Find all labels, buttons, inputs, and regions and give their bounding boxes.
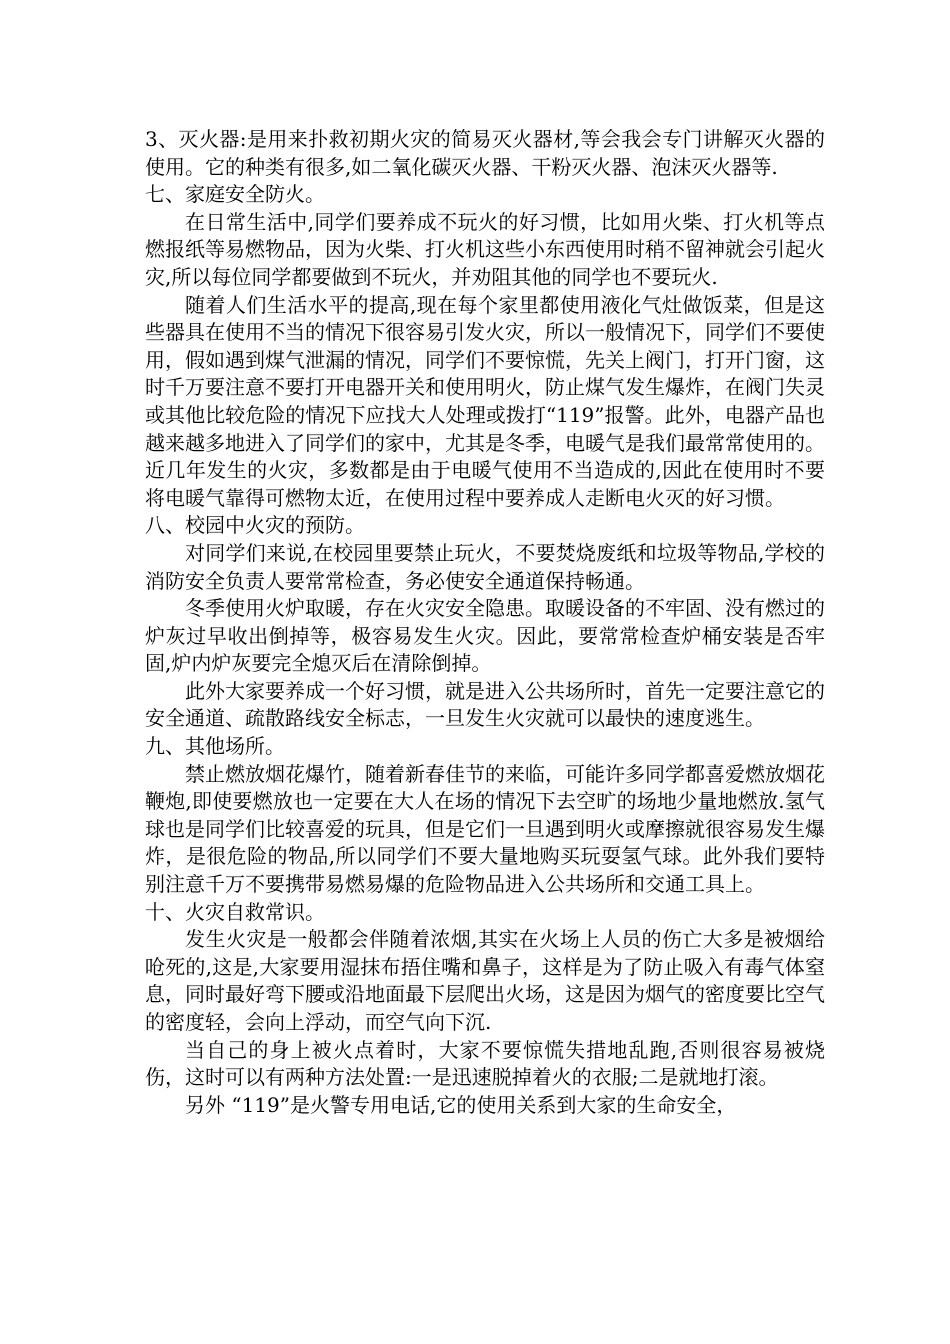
paragraph-campus-no-fire: 对同学们来说,在校园里要禁止玩火，不要焚烧废纸和垃圾等物品,学校的消防安全负责人要常常检查，务必使安全通道保持畅通。 <box>145 540 825 593</box>
paragraph-public-places: 此外大家要养成一个好习惯，就是进入公共场所时，首先一定要注意它的安全通道、疏散路线安全标志，一旦发生火灾就可以最快的速度逃生。 <box>145 678 825 731</box>
paragraph-gas-and-heaters: 随着人们生活水平的提高,现在每个家里都使用液化气灶做饭菜，但是这些器具在使用不当的情况下很容易引发火灾，所以一般情况下，同学们不要使用，假如遇到煤气泄漏的情况，同学们不要惊慌，先关上阀门，打开门窗，这时千万要注意不要打开电器开关和使用明火，防止煤气发生爆炸，在阀门失灵或其他比较危险的情况下应找大人处理或拨打“119”报警。此外，电器产品也越来越多地进入了同学们的家中，尤其是冬季，电暖气是我们最常常使用的。近几年发生的火灾，多数都是由于电暖气使用不当造成的,因此在使用时不要将电暖气靠得可燃物太近，在使用过程中要养成人走断电火灭的好习惯。 <box>145 292 825 510</box>
document-page <box>145 126 825 1119</box>
heading-self-rescue: 十、火灾自救常识。 <box>145 899 325 924</box>
paragraph-emergency-119: 另外 “119”是火警专用电话,它的使用关系到大家的生命安全， <box>185 1092 737 1117</box>
paragraph-no-playing-fire: 在日常生活中,同学们要养成不玩火的好习惯，比如用火柴、打火机等点燃报纸等易燃物品，因为火柴、打火机这些小东西使用时稍不留神就会引起火灾,所以每位同学都要做到不玩火，并劝阻其他的同学也不要玩火. <box>145 209 825 289</box>
paragraph-fireworks-balloons: 禁止燃放烟花爆竹，随着新春佳节的来临，可能许多同学都喜爱燃放烟花鞭炮,即使要燃放也一定要在大人在场的情况下去空旷的场地少量地燃放.氢气球也是同学们比较喜爱的玩具，但是它们一旦遇到明火或摩擦就很容易发生爆炸，是很危险的物品,所以同学们不要大量地购买玩耍氢气球。此外我们要特别注意千万不要携带易燃易爆的危险物品进入公共场所和交通工具上。 <box>145 761 825 897</box>
paragraph-extinguisher: 3、灭火器:是用来扑救初期火灾的简易灭火器材,等会我会专门讲解灭火器的使用。它的种类有很多,如二氧化碳灭火器、干粉灭火器、泡沫灭火器等. <box>145 127 825 179</box>
paragraph-clothes-on-fire: 当自己的身上被火点着时，大家不要惊慌失措地乱跑,否则很容易被烧伤，这时可以有两种方法处置:一是迅速脱掉着火的衣服;二是就地打滚。 <box>145 1037 825 1090</box>
heading-other-places: 九、其他场所。 <box>145 734 285 759</box>
paragraph-smoke-escape: 发生火灾是一般都会伴随着浓烟,其实在火场上人员的伤亡大多是被烟给呛死的,这是,大家要用湿抹布捂住嘴和鼻子，这样是为了防止吸入有毒气体窒息，同时最好弯下腰或沿地面最下层爬出火场，这是因为烟气的密度要比空气的密度轻，会向上浮动，而空气向下沉. <box>145 927 825 1034</box>
heading-home-fire-safety: 七、家庭安全防火。 <box>145 182 325 207</box>
paragraph-winter-stove: 冬季使用火炉取暖，存在火灾安全隐患。取暖设备的不牢固、没有燃过的炉灰过早收出倒掉等，极容易发生火灾。因此，要常常检查炉桶安装是否牢固,炉内炉灰要完全熄灭后在清除倒掉。 <box>145 596 825 676</box>
heading-campus-fire-prevention: 八、校园中火灾的预防。 <box>145 513 365 538</box>
